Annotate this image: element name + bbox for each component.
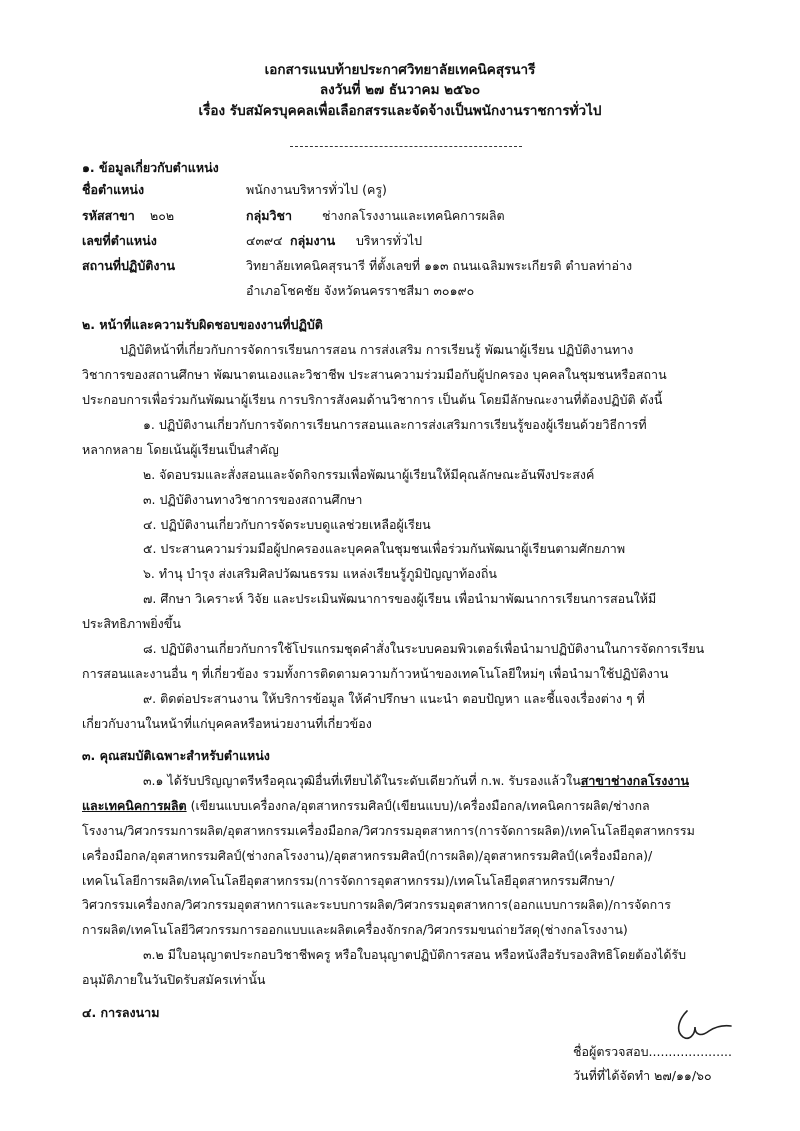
qualification-2: ๓.๒ มีใบอนุญาตประกอบวิชาชีพครู หรือใบอนุญาตปฏิบัติการสอน หรือหนังสือรับรองสิทธิโดยต้องได้รับ bbox=[143, 947, 687, 962]
prepared-date: วันที่ที่ได้จัดทำ ๒๗/๑๑/๖๐ bbox=[573, 1068, 712, 1083]
doc-title-line2: ลงวันที่ ๒๗ ธันวาคม ๒๕๖๐ bbox=[319, 82, 481, 98]
workgroup-label: กลุ่มงาน bbox=[290, 233, 336, 248]
duty-intro-line1: ปฏิบัติหน้าที่เกี่ยวกับการจัดการเรียนการสอน การส่งเสริม การเรียนรู้ พัฒนาผู้เรียน ปฏิบัติงานทาง bbox=[120, 342, 634, 357]
position-value: พนักงานบริหารทั่วไป (ครู) bbox=[246, 182, 387, 197]
qualification-1-line3: โรงงาน/วิศวกรรมการผลิต/อุตสาหกรรมเครื่องมือกล/วิศวกรรมอุตสาหการ(การจัดการผลิต)/เทคโนโลยีอุตสาหกรรม bbox=[82, 823, 695, 838]
duty-item-7-cont: ประสิทธิภาพยิ่งขึ้น bbox=[82, 616, 181, 631]
section4-heading: ๔. การลงนาม bbox=[82, 1005, 160, 1020]
duty-item-3: ๓. ปฏิบัติงานทางวิชาการของสถานศึกษา bbox=[143, 492, 363, 507]
duty-item-2: ๒. จัดอบรมและสั่งสอนและจัดกิจกรรมเพื่อพัฒนาผู้เรียนให้มีคุณลักษณะอันพึงประสงค์ bbox=[143, 467, 595, 482]
qualification-1-field: สาขาช่างกลโรงงาน bbox=[580, 773, 690, 788]
doc-title-line3: เรื่อง รับสมัครบุคคลเพื่อเลือกสรรและจัดจ้างเป็นพนักงานราชการทั่วไป bbox=[198, 103, 602, 119]
section1-heading: ๑. ข้อมูลเกี่ยวกับตำแหน่ง bbox=[82, 160, 219, 175]
duty-intro-line3: ประกอบการเพื่อร่วมกันพัฒนาผู้เรียน การบริการสังคมด้านวิชาการ เป็นต้น โดยมีลักษณะงานที่ต้องปฏิบัติ ดังนี้ bbox=[82, 392, 663, 407]
branch-label: รหัสสาขา bbox=[82, 208, 135, 223]
number-label: เลขที่ตำแหน่ง bbox=[82, 233, 157, 248]
branch-code: ๒๐๒ bbox=[150, 208, 175, 223]
group-label: กลุ่มวิชา bbox=[246, 208, 292, 223]
workgroup-value: บริหารทั่วไป bbox=[356, 233, 423, 248]
place-label: สถานที่ปฏิบัติงาน bbox=[82, 258, 176, 273]
duty-item-6: ๖. ทำนุ บำรุง ส่งเสริมศิลปวัฒนธรรม แหล่งเรียนรู้ภูมิปัญญาท้องถิ่น bbox=[143, 566, 497, 581]
duty-item-1: ๑. ปฏิบัติงานเกี่ยวกับการจัดการเรียนการสอนและการส่งเสริมการเรียนรู้ของผู้เรียนด้วยวิธีการที่ bbox=[143, 417, 647, 432]
duty-intro-line2: วิชาการของสถานศึกษา พัฒนาตนเองและวิชาชีพ ประสานความร่วมมือกับผู้ปกครอง บุคคลในชุมชนหรือสถาน bbox=[82, 367, 667, 382]
checker-name: ชื่อผู้ตรวจสอบ..................... bbox=[573, 1044, 733, 1059]
duty-item-4: ๔. ปฏิบัติงานเกี่ยวกับการจัดระบบดูแลช่วยเหลือผู้เรียน bbox=[143, 517, 431, 532]
title-divider bbox=[290, 146, 522, 147]
position-label: ชื่อตำแหน่ง bbox=[82, 182, 145, 197]
duty-item-9-cont: เกี่ยวกับงานในหน้าที่แก่บุคคลหรือหน่วยงานที่เกี่ยวข้อง bbox=[82, 716, 372, 731]
place-line2: อำเภอโชคชัย จังหวัดนครราชสีมา ๓๐๑๙๐ bbox=[246, 283, 475, 298]
number-value: ๔๓๙๔ bbox=[246, 233, 283, 248]
signature-image bbox=[665, 1005, 735, 1045]
section3-heading: ๓. คุณสมบัติเฉพาะสำหรับตำแหน่ง bbox=[82, 748, 270, 763]
place-line1: วิทยาลัยเทคนิคสุรนารี ที่ตั้งเลขที่ ๑๑๓ ถนนเฉลิมพระเกียรติ ตำบลท่าอ่าง bbox=[246, 258, 633, 273]
qualification-1-line2 bbox=[82, 798, 650, 814]
qualification-1-line5: เทคโนโลยีการผลิต/เทคโนโลยีอุตสาหกรรม(การจัดการอุตสาหกรรม)/เทคโนโลยีอุตสาหกรรมศึกษา/ bbox=[82, 873, 615, 888]
duty-item-1-cont: หลากหลาย โดยเน้นผู้เรียนเป็นสำคัญ bbox=[82, 442, 279, 457]
qualification-1-line7: การผลิต/เทคโนโลยีวิศวกรรมการออกแบบและผลิตเครื่องจักรกล/วิศวกรรมขนถ่ายวัสดุ(ช่างกลโรงงาน) bbox=[82, 922, 628, 937]
duty-item-8-cont: การสอนและงานอื่น ๆ ที่เกี่ยวข้อง รวมทั้งการติดตามความก้าวหน้าของเทคโนโลยีใหม่ๆ เพื่อนำมาใช้ปฏิบัติงาน bbox=[82, 666, 669, 681]
qualification-1-line4: เครื่องมือกล/อุตสาหกรรมศิลป์(ช่างกลโรงงาน)/อุตสาหกรรมศิลป์(การผลิต)/อุตสาหกรรมศิลป์(เครื่องมือกล)/ bbox=[82, 848, 653, 863]
duty-item-9: ๙. ติดต่อประสานงาน ให้บริการข้อมูล ให้คำปรึกษา แนะนำ ตอบปัญหา และชี้แจงเรื่องต่าง ๆ ที่ bbox=[143, 691, 645, 706]
duty-item-5: ๕. ประสานความร่วมมือผู้ปกครองและบุคคลในชุมชนเพื่อร่วมกันพัฒนาผู้เรียนตามศักยภาพ bbox=[143, 541, 626, 556]
duty-item-8: ๘. ปฏิบัติงานเกี่ยวกับการใช้โปรแกรมชุดคำสั่งในระบบคอมพิวเตอร์เพื่อนำมาปฏิบัติงานในการจัดการเรียน bbox=[143, 641, 705, 656]
qualification-2-cont: อนุมัติภายในวันปิดรับสมัครเท่านั้น bbox=[82, 972, 266, 987]
qualification-1-text: ๓.๑ ได้รับปริญญาตรีหรือคุณวุฒิอื่นที่เทียบได้ในระดับเดียวกันที่ ก.พ. รับรองแล้วใน bbox=[143, 773, 581, 788]
qualification-1-degrees: (เขียนแบบเครื่องกล/อุตสาหกรรมศิลป์(เขียนแบบ)/เครื่องมือกล/เทคนิคการผลิต/ช่างกล bbox=[186, 798, 650, 813]
qualification-1 bbox=[143, 773, 689, 789]
qualification-1-field-cont: และเทคนิคการผลิต bbox=[82, 798, 187, 813]
section2-heading: ๒. หน้าที่และความรับผิดชอบของงานที่ปฏิบัติ bbox=[82, 317, 323, 332]
doc-title-line1: เอกสารแนบท้ายประกาศวิทยาลัยเทคนิคสุรนารี bbox=[264, 62, 536, 78]
group-value: ช่างกลโรงงานและเทคนิคการผลิต bbox=[322, 208, 505, 223]
duty-item-7: ๗. ศึกษา วิเคราะห์ วิจัย และประเมินพัฒนาการของผู้เรียน เพื่อนำมาพัฒนาการเรียนการสอนให้มี bbox=[143, 591, 657, 606]
qualification-1-line6: วิศวกรรมเครื่องกล/วิศวกรรมอุตสาหการและระบบการผลิต/วิศวกรรมอุตสาหการ(ออกแบบการผลิต)/การจัดการ bbox=[82, 897, 671, 912]
